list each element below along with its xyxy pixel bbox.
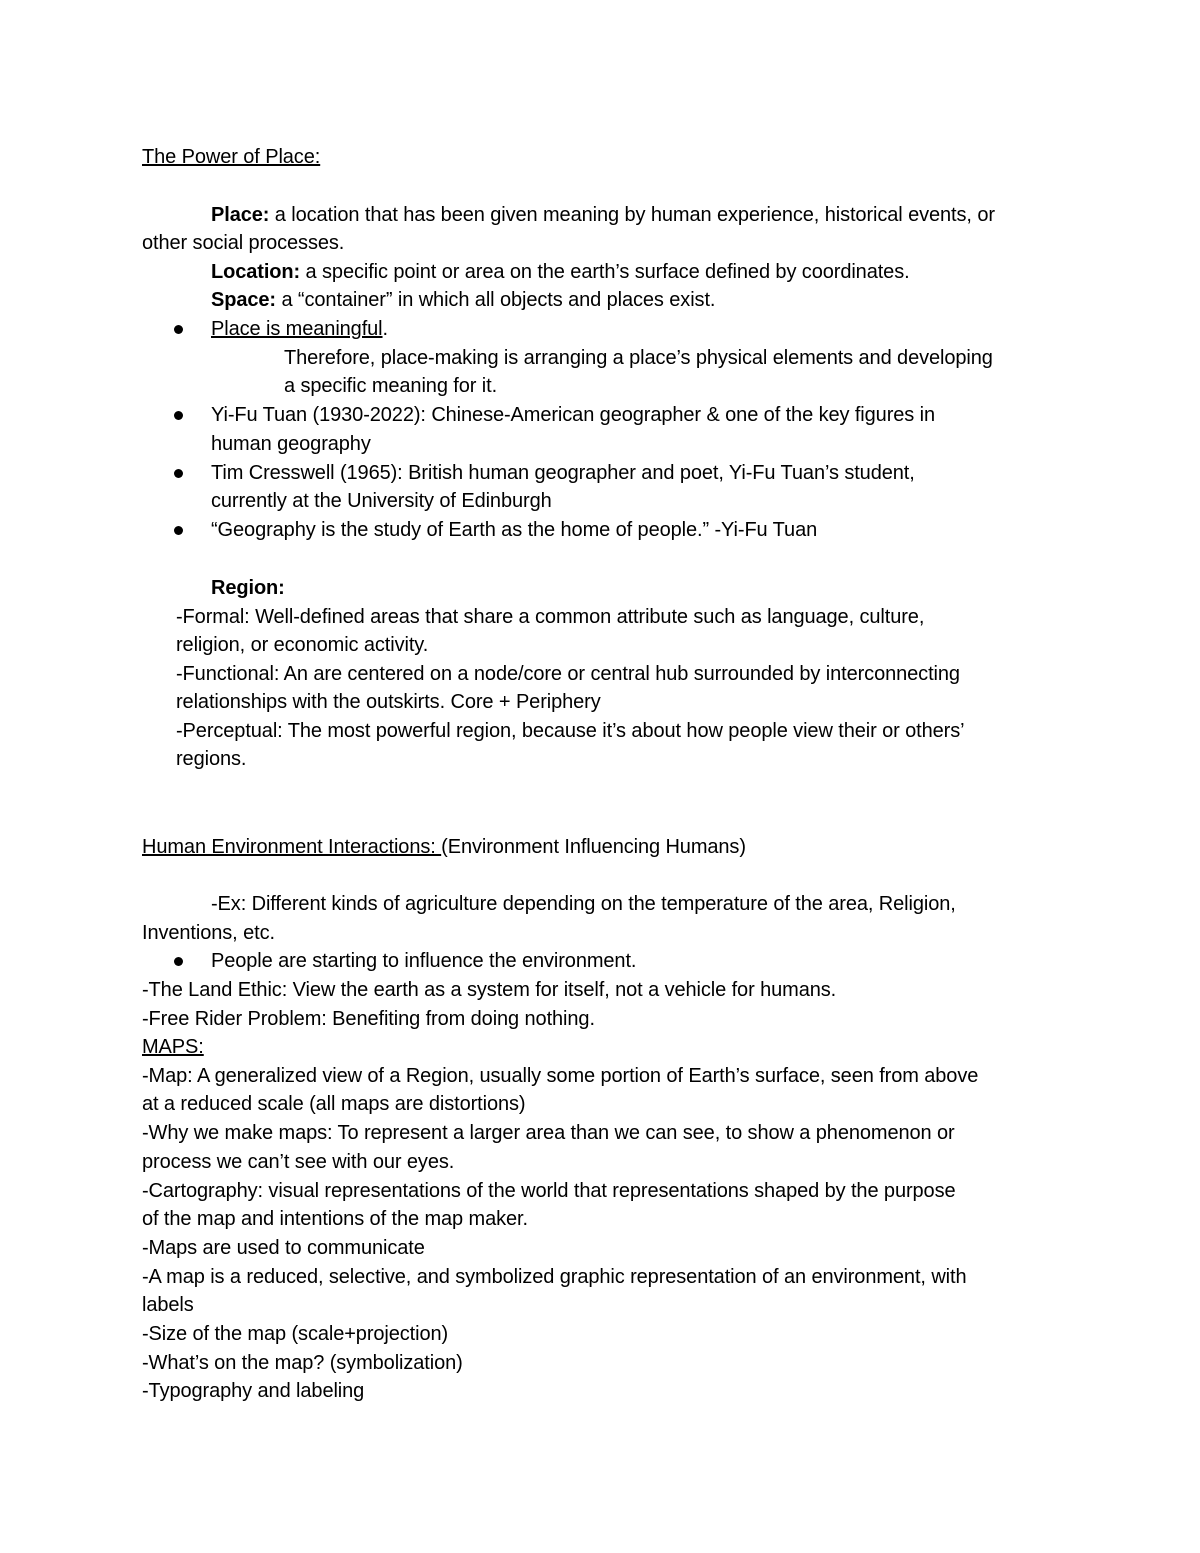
bullet-place-meaningful bbox=[211, 315, 388, 343]
map-reduced-line-2: labels bbox=[142, 1294, 194, 1316]
place-definition-line-1 bbox=[211, 201, 995, 229]
cartography-line-1: -Cartography: visual representations of the world that representations shaped by the purpose bbox=[142, 1180, 956, 1202]
location-definition bbox=[211, 258, 910, 286]
region-formal-line-2: religion, or economic activity. bbox=[176, 634, 429, 656]
map-typography-line: -Typography and labeling bbox=[142, 1380, 365, 1402]
region-formal-line-1: -Formal: Well-defined areas that share a common attribute such as language, culture, bbox=[176, 606, 925, 628]
bullet-icon bbox=[174, 325, 183, 334]
location-term: Location: bbox=[211, 261, 301, 283]
map-reduced-line-1: -A map is a reduced, selective, and symbolized graphic representation of an environment, with bbox=[142, 1266, 967, 1288]
map-definition-line-2: at a reduced scale (all maps are distortions) bbox=[142, 1093, 526, 1115]
maps-title: MAPS: bbox=[142, 1036, 204, 1058]
place-meaningful-text: Place is meaningful bbox=[211, 318, 383, 340]
why-maps-line-1: -Why we make maps: To represent a larger area than we can see, to show a phenomenon or bbox=[142, 1122, 955, 1144]
place-definition-text: a location that has been given meaning by human experience, historical events, or bbox=[269, 204, 995, 226]
place-definition-line-2: other social processes. bbox=[142, 232, 345, 254]
bullet-icon bbox=[174, 469, 183, 478]
example-line-1: -Ex: Different kinds of agriculture depending on the temperature of the area, Religion, bbox=[211, 893, 956, 915]
land-ethic-line: -The Land Ethic: View the earth as a system for itself, not a vehicle for humans. bbox=[142, 979, 837, 1001]
space-definition bbox=[211, 286, 715, 314]
region-perceptual-line-2: regions. bbox=[176, 748, 247, 770]
bullet-icon bbox=[174, 411, 183, 420]
bullet-tuan-line-2: human geography bbox=[211, 433, 371, 455]
space-definition-text: a “container” in which all objects and places exist. bbox=[276, 289, 716, 311]
cartography-line-2: of the map and intentions of the map maker. bbox=[142, 1208, 528, 1230]
bullet-icon bbox=[174, 526, 183, 535]
bullet-tuan-line-1: Yi-Fu Tuan (1930-2022): Chinese-American geographer & one of the key figures in bbox=[211, 404, 935, 426]
therefore-line-2: a specific meaning for it. bbox=[284, 375, 498, 397]
map-definition-line-1: -Map: A generalized view of a Region, usually some portion of Earth’s surface, seen from above bbox=[142, 1065, 979, 1087]
map-size-line: -Size of the map (scale+projection) bbox=[142, 1323, 449, 1345]
location-definition-text: a specific point or area on the earth’s surface defined by coordinates. bbox=[300, 261, 910, 283]
section-title-power-of-place: The Power of Place: bbox=[142, 146, 321, 168]
map-symbolization-line: -What’s on the map? (symbolization) bbox=[142, 1352, 463, 1374]
place-term: Place: bbox=[211, 204, 270, 226]
bullet-cresswell-line-1: Tim Cresswell (1965): British human geographer and poet, Yi-Fu Tuan’s student, bbox=[211, 462, 915, 484]
bullet-icon bbox=[174, 957, 183, 966]
bullet-cresswell-line-2: currently at the University of Edinburgh bbox=[211, 490, 552, 512]
region-functional-line-1: -Functional: An are centered on a node/core or central hub surrounded by interconnecting bbox=[176, 663, 960, 685]
section-title-human-environment bbox=[142, 833, 746, 861]
region-functional-line-2: relationships with the outskirts. Core + Periphery bbox=[176, 691, 601, 713]
example-line-2: Inventions, etc. bbox=[142, 922, 275, 944]
human-environment-subtitle: (Environment Influencing Humans) bbox=[441, 836, 746, 858]
space-term: Space: bbox=[211, 289, 276, 311]
maps-communicate-line: -Maps are used to communicate bbox=[142, 1237, 425, 1259]
bullet-quote: “Geography is the study of Earth as the home of people.” -Yi-Fu Tuan bbox=[211, 519, 818, 541]
bullet-people-influence: People are starting to influence the environment. bbox=[211, 950, 637, 972]
human-environment-title: Human Environment Interactions: bbox=[142, 836, 442, 858]
region-perceptual-line-1: -Perceptual: The most powerful region, because it’s about how people view their or others’ bbox=[176, 720, 965, 742]
why-maps-line-2: process we can’t see with our eyes. bbox=[142, 1151, 455, 1173]
region-heading: Region: bbox=[211, 577, 285, 599]
free-rider-line: -Free Rider Problem: Benefiting from doing nothing. bbox=[142, 1008, 595, 1030]
therefore-line-1: Therefore, place-making is arranging a place’s physical elements and developing bbox=[284, 347, 993, 369]
place-meaningful-period: . bbox=[382, 318, 388, 340]
